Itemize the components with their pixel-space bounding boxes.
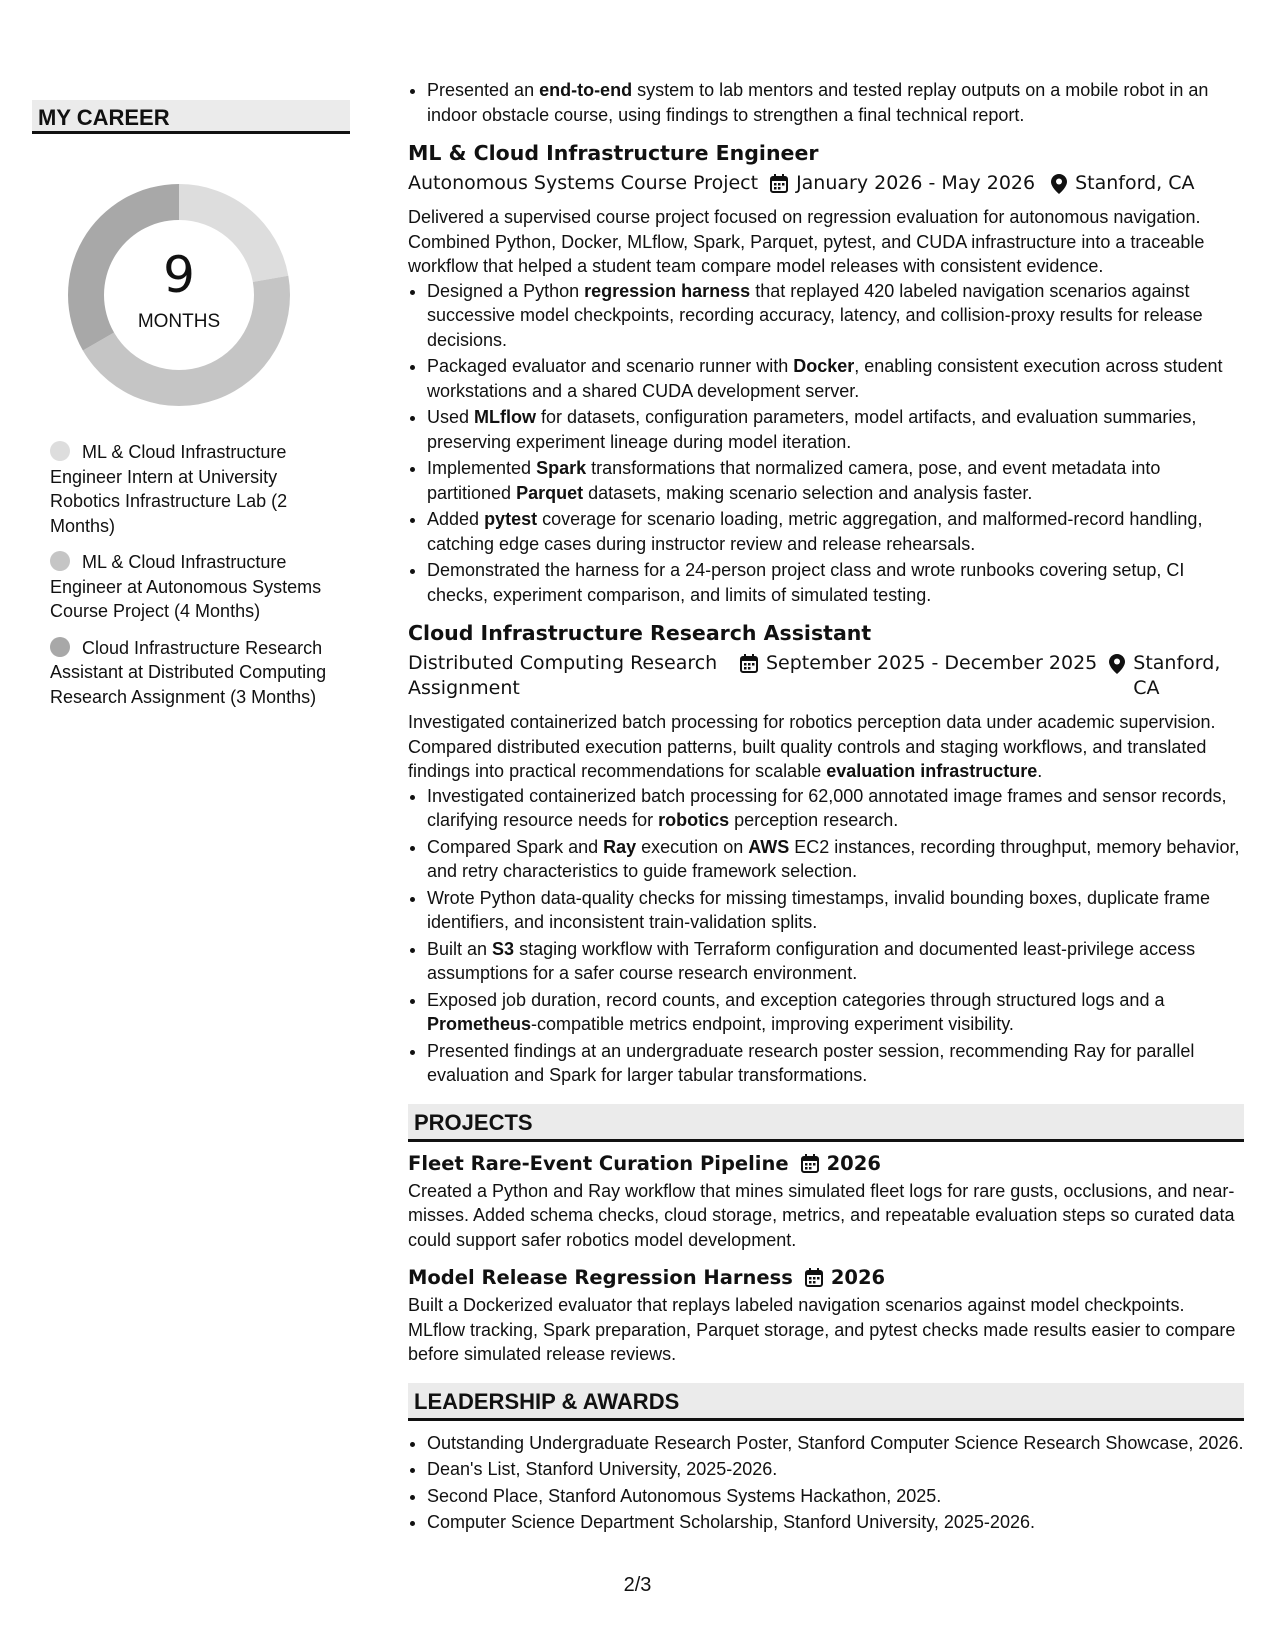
bullet-item: • Exposed job duration, record counts, and exception categories through structured logs and a Prometheus-compatible metrics endpoint, improving experiment visibility. [427, 988, 1244, 1037]
bullet-item: • Used MLflow for datasets, configuration parameters, model artifacts, and evaluation summaries, preserving experiment lineage during model iteration. [427, 405, 1244, 454]
legend-label: ML & Cloud Infrastructure Engineer Intern at University Robotics Infrastructure Lab (2 Months) [50, 442, 288, 536]
job-bullets [408, 279, 1244, 608]
job-dates: January 2026 - May 2026 [770, 171, 1035, 196]
job-description: Delivered a supervised course project focused on regression evaluation for autonomous navigation. Combined Python, Docker, MLflow, Spark, Parquet, pytest, and CUDA infrastructure into a traceable workflow that helped a student team compare model releases with consistent evidence. [408, 207, 1205, 276]
legend-item [50, 550, 340, 624]
job-dates: September 2025 - December 2025 [740, 651, 1097, 701]
donut-unit: MONTHS [137, 311, 221, 332]
bullet-item: • Implemented Spark transformations that normalized camera, pose, and event metadata into partitioned Parquet datasets, making scenario selection and analysis faster. [427, 456, 1244, 505]
award-item: • Second Place, Stanford Autonomous Systems Hackathon, 2025. [427, 1484, 1244, 1509]
project-description: Created a Python and Ray workflow that mines simulated fleet logs for rare gusts, occlusions, and near-misses. Added schema checks, cloud storage, metrics, and repeatable evaluation steps so curated data could support safer robotics model development. [408, 1180, 1235, 1250]
donut-segment [179, 184, 288, 282]
job-bullets [408, 784, 1244, 1088]
legend-dot-icon [50, 551, 70, 571]
bullet-item: • Packaged evaluator and scenario runner with Docker, enabling consistent execution across student workstations and a shared CUDA development server. [427, 354, 1244, 403]
job-location: Stanford, CA [1051, 171, 1194, 196]
job-location: Stanford, CA [1109, 651, 1229, 701]
project-title: Fleet Rare-Event Curation Pipeline 2026 [408, 1151, 881, 1175]
bullet-item: • Presented findings at an undergraduate research poster session, recommending Ray for parallel evaluation and Spark for larger tabular transformations. [427, 1039, 1244, 1088]
bullet-item: • Demonstrated the harness for a 24-person project class and wrote runbooks covering setup, CI checks, experiment comparison, and limits of simulated testing. [427, 558, 1244, 607]
job-title: ML & Cloud Infrastructure Engineer [408, 141, 819, 165]
calendar-icon [801, 1154, 819, 1173]
bullet-item: • Wrote Python data-quality checks for missing timestamps, invalid bounding boxes, duplicate frame identifiers, and inconsistent train-validation splits. [427, 886, 1244, 935]
prior-job-bullets [408, 78, 1244, 127]
donut-value: 9 [163, 246, 195, 304]
calendar-icon [740, 654, 758, 673]
map-pin-icon [1051, 174, 1067, 194]
legend-item [50, 440, 340, 538]
project-year: 2026 [826, 1151, 881, 1175]
bullet-item: • Built an S3 staging workflow with Terraform configuration and documented least-privilege access assumptions for a safer course research environment. [427, 937, 1244, 986]
legend-label: Cloud Infrastructure Research Assistant at Distributed Computing Research Assignment (3 Months) [50, 637, 327, 707]
page-number: 2/3 [623, 1574, 652, 1596]
job-title: Cloud Infrastructure Research Assistant [408, 621, 872, 645]
project-title: Model Release Regression Harness 2026 [408, 1266, 886, 1289]
main-content [408, 78, 1244, 1537]
job-company: Distributed Computing Research Assignment [408, 652, 718, 699]
bullet-item: • Designed a Python regression harness that replayed 420 labeled navigation scenarios against successive model checkpoints, recording accuracy, latency, and collision-proxy results for release decisions. [427, 279, 1244, 353]
career-donut-chart [66, 182, 292, 408]
award-item: • Outstanding Undergraduate Research Poster, Stanford Computer Science Research Showcase, 2026. [427, 1431, 1244, 1456]
bullet-item: • Compared Spark and Ray execution on AWS EC2 instances, recording throughput, memory behavior, and retry characteristics to guide framework selection. [427, 835, 1244, 884]
awards-heading: LEADERSHIP & AWARDS [408, 1383, 1244, 1421]
projects-heading: PROJECTS [408, 1104, 1244, 1142]
bullet-item: • Investigated containerized batch processing for 62,000 annotated image frames and sensor records, clarifying resource needs for robotics perception research. [427, 784, 1244, 833]
job-meta [408, 651, 1244, 701]
legend-item [50, 636, 340, 710]
career-legend [50, 440, 340, 721]
bullet-item: • Presented an end-to-end system to lab mentors and tested replay outputs on a mobile robot in an indoor obstacle course, using findings to strengthen a final technical report. [427, 78, 1244, 127]
legend-dot-icon [50, 637, 70, 657]
calendar-icon [805, 1268, 823, 1287]
project-description: Built a Dockerized evaluator that replays labeled navigation scenarios against model checkpoints. MLflow tracking, Spark preparation, Parquet storage, and pytest checks made results easier to compare before simulated release reviews. [408, 1295, 1236, 1364]
job-company: Autonomous Systems Course Project [408, 172, 759, 194]
legend-dot-icon [50, 441, 70, 461]
award-item: • Dean's List, Stanford University, 2025-2026. [427, 1457, 1244, 1482]
award-item: • Computer Science Department Scholarship, Stanford University, 2025-2026. [427, 1510, 1244, 1535]
project-year: 2026 [830, 1266, 886, 1289]
legend-label: ML & Cloud Infrastructure Engineer at Autonomous Systems Course Project (4 Months) [50, 552, 322, 621]
career-heading: MY CAREER [32, 100, 350, 134]
awards-list [408, 1431, 1244, 1535]
bullet-item: • Added pytest coverage for scenario loading, metric aggregation, and malformed-record handling, catching edge cases during instructor review and release rehearsals. [427, 507, 1244, 556]
job-description: Investigated containerized batch processing for robotics perception data under academic supervision. Compared distributed execution patterns, built quality controls and staging workflows, and translated findings into practical recommendations for scalable evaluation infrastructure. [408, 712, 1216, 781]
map-pin-icon [1109, 654, 1125, 674]
job-meta [408, 171, 1244, 196]
calendar-icon [770, 174, 788, 193]
